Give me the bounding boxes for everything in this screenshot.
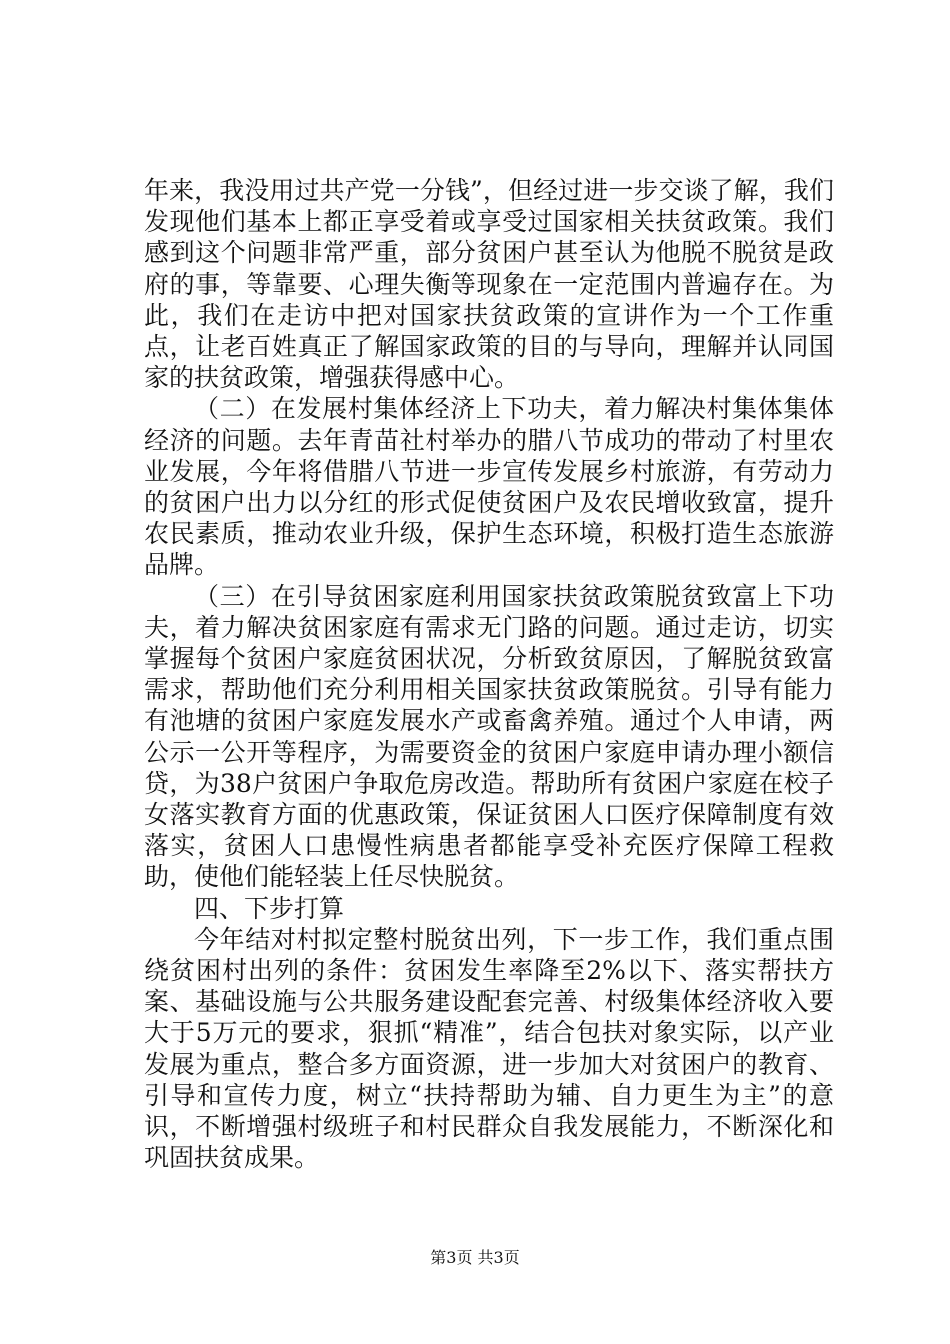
paragraph-section-3: （三）在引导贫困家庭利用国家扶贫政策脱贫致富上下功夫，着力解决贫困家庭有需求无门路的问题。通过走访，切实掌握每个贫困户家庭贫困状况，分析致贫原因，了解脱贫致富需求，帮助他们充分利用相关国家扶贫政策脱贫。引导有能力有池塘的贫困户家庭发展水产或畜禽养殖。通过个人申请，两公示一公开等程序，为需要资金的贫困户家庭申请办理小额信贷，为38户贫困户争取危房改造。帮助所有贫困户家庭在校子女落实教育方面的优惠政策，保证贫困人口医疗保障制度有效落实，贫困人口患慢性病患者都能享受补充医疗保障工程救助，使他们能轻装上任尽快脱贫。	[144, 581, 834, 892]
section-heading-next-steps: 四、下步打算	[194, 893, 345, 923]
paragraph-continuation: 年来，我没用过共产党一分钱”，但经过进一步交谈了解，我们发现他们基本上都正享受着或享受过国家相关扶贫政策。我们感到这个问题非常严重，部分贫困户甚至认为他脱不脱贫是政府的事，等靠要、心理失衡等现象在一定范围内普遍存在。为此，我们在走访中把对国家扶贫政策的宣讲作为一个工作重点，让老百姓真正了解国家政策的目的与导向，理解并认同国家的扶贫政策，增强获得感中心。	[144, 176, 834, 393]
document-body	[144, 175, 834, 1174]
page-footer: 第3页 共3页	[430, 1248, 520, 1267]
paragraph-section-2: （二）在发展村集体经济上下功夫，着力解决村集体集体经济的问题。去年青苗社村举办的腊八节成功的带动了村里农业发展，今年将借腊八节进一步宣传发展乡村旅游，有劳动力的贫困户出力以分红的形式促使贫困户及农民增收致富，提升农民素质，推动农业升级，保护生态环境，积极打造生态旅游品牌。	[144, 394, 834, 580]
paragraph-next-steps: 今年结对村拟定整村脱贫出列，下一步工作，我们重点围绕贫困村出列的条件：贫困发生率降至2%以下、落实帮扶方案、基础设施与公共服务建设配套完善、村级集体经济收入要大于5万元的要求，狠抓“精准”，结合包扶对象实际，以产业发展为重点，整合多方面资源，进一步加大对贫困户的教育、引导和宣传力度，树立“扶持帮助为辅、自力更生为主”的意识，不断增强村级班子和村民群众自我发展能力，不断深化和巩固扶贫成果。	[144, 924, 834, 1173]
